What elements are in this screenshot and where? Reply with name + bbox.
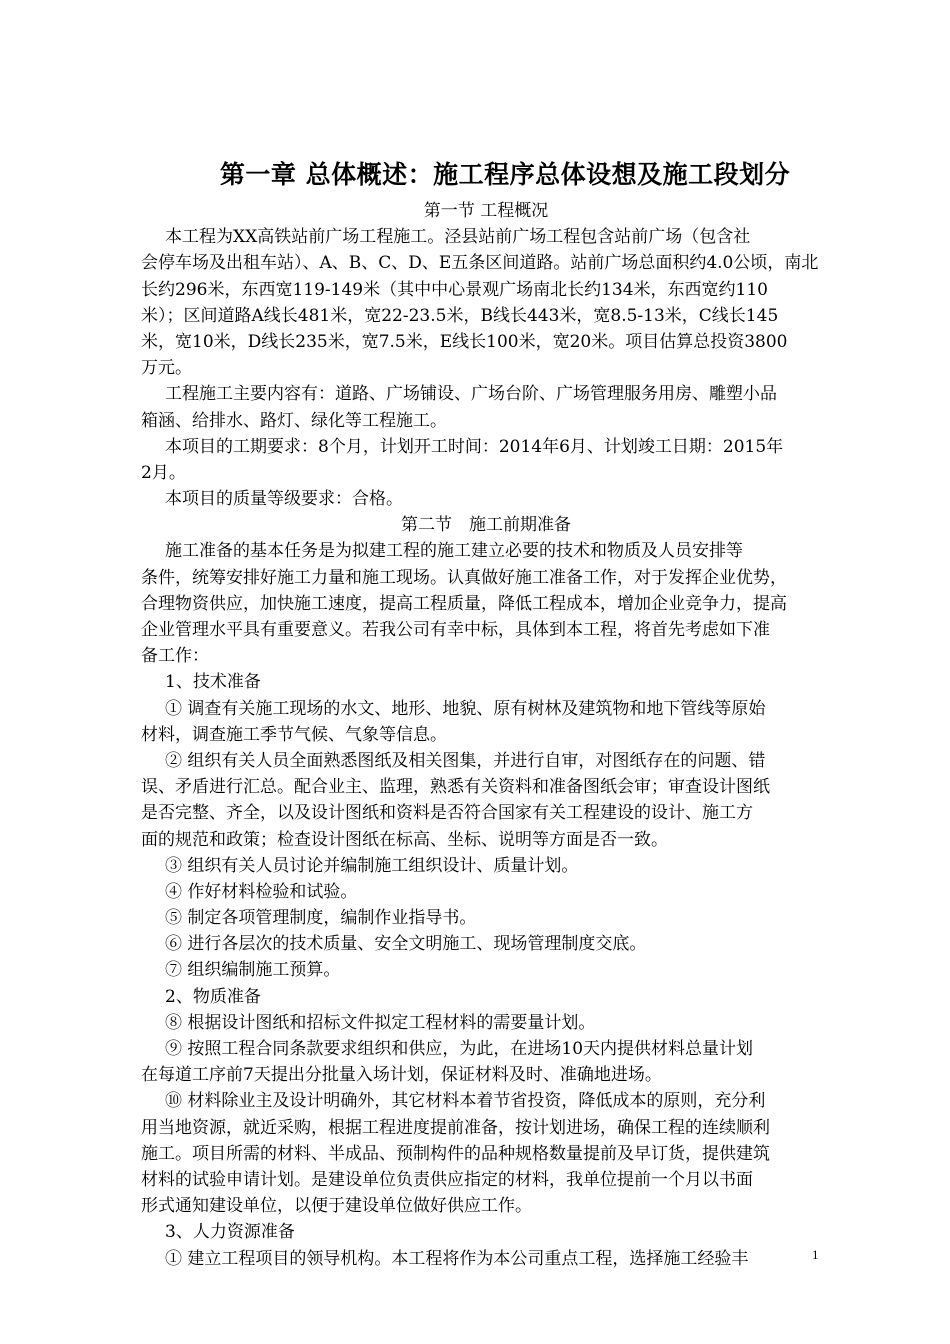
text-line: 条件，统筹安排好施工力量和施工现场。认真做好施工准备工作，对于发挥企业优势，	[141, 567, 787, 588]
document-body	[141, 198, 831, 1272]
section-heading: 第二节 施工前期准备	[401, 515, 571, 536]
text-line: 误、矛盾进行汇总。配合业主、监理，熟悉有关资料和准备图纸会审；审查设计图纸	[141, 777, 770, 798]
text-line: ③ 组织有关人员讨论并编制施工组织设计、质量计划。	[165, 855, 579, 876]
text-line: ⑨ 按照工程合同条款要求组织和供应，为此，在进场10天内提供材料总量计划	[165, 1039, 754, 1059]
text-line: 面的规范和政策；检查设计图纸在标高、坐标、说明等方面是否一致。	[141, 829, 668, 850]
text-line: 施工。项目所需的材料、半成品、预制构件的品种规格数量提前及早订货，提供建筑	[141, 1143, 770, 1164]
text-line: 1、技术准备	[165, 672, 261, 693]
text-line: 企业管理水平具有重要意义。若我公司有幸中标，具体到本工程，将首先考虑如下准	[141, 620, 770, 640]
text-line: 在每道工序前7天提出分批量入场计划，保证材料及时、准确地进场。	[141, 1065, 662, 1086]
text-line: ⑦ 组织编制施工预算。	[165, 960, 341, 981]
text-line: 2、物质准备	[165, 986, 261, 1007]
text-line: 箱涵、给排水、路灯、绿化等工程施工。	[141, 410, 447, 431]
text-line: 合理物资供应，加快施工速度，提高工程质量，降低工程成本，增加企业竞争力，提高	[141, 593, 787, 614]
text-line: ① 建立工程项目的领导机构。本工程将作为本公司重点工程，选择施工经验丰	[165, 1248, 749, 1269]
text-line: ⑤ 制定各项管理制度，编制作业指导书。	[165, 908, 477, 929]
text-line: 施工准备的基本任务是为拟建工程的施工建立必要的技术和物质及人员安排等	[165, 541, 743, 562]
text-line: 米）；区间道路A线长481米，宽22-23.5米，B线长443米，宽8.5-13米，C线长145	[141, 305, 779, 326]
page-number: 1	[812, 1247, 819, 1262]
text-line: 米，宽10米，D线长235米，宽7.5米，E线长100米，宽20米。项目估算总投资3800	[141, 331, 788, 352]
text-line: 万元。	[141, 358, 192, 379]
text-line: ④ 作好材料检验和试验。	[165, 881, 358, 902]
text-line: ② 组织有关人员全面熟悉图纸及相关图集，并进行自审，对图纸存在的问题、错	[165, 750, 766, 771]
text-line: ① 调查有关施工现场的水文、地形、地貌、原有树林及建筑物和地下管线等原始	[165, 698, 766, 719]
text-line: 用当地资源，就近采购，根据工程进度提前准备，按计划进场，确保工程的连续顺利	[141, 1117, 770, 1138]
chapter-title: 第一章 总体概述：施工程序总体设想及施工段划分	[219, 160, 791, 189]
text-line: 3、人力资源准备	[165, 1222, 295, 1243]
text-line: 工程施工主要内容有：道路、广场铺设、广场台阶、广场管理服务用房、雕塑小品	[165, 384, 777, 405]
text-line: 备工作：	[141, 646, 209, 667]
text-line: 本项目的质量等级要求：合格。	[165, 489, 403, 510]
text-line: ⑧ 根据设计图纸和招标文件拟定工程材料的需要量计划。	[165, 1012, 596, 1033]
text-line: 材料的试验申请计划。是建设单位负责供应指定的材料，我单位提前一个月以书面	[141, 1169, 753, 1190]
text-line: 本工程为XX高铁站前广场工程施工。泾县站前广场工程包含站前广场（包含社	[165, 227, 751, 248]
text-line: 2月。	[141, 462, 186, 483]
text-line: 是否完整、齐全，以及设计图纸和资料是否符合国家有关工程建设的设计、施工方	[141, 803, 753, 824]
text-line: ⑩ 材料除业主及设计明确外，其它材料本着节省投资，降低成本的原则，充分利	[165, 1091, 766, 1112]
text-line: 形式通知建设单位，以便于建设单位做好供应工作。	[141, 1196, 532, 1217]
text-line: ⑥ 进行各层次的技术质量、安全文明施工、现场管理制度交底。	[165, 934, 647, 955]
text-line: 长约296米，东西宽119-149米（其中中心景观广场南北长约134米，东西宽约110	[141, 279, 768, 300]
text-line: 会停车场及出租车站）、A、B、C、D、E五条区间道路。站前广场总面积约4.0公顷，南北	[141, 253, 819, 274]
text-line: 本项目的工期要求：8个月，计划开工时间：2014年6月、计划竣工日期：2015年	[165, 436, 784, 457]
text-line: 材料，调查施工季节气候、气象等信息。	[141, 724, 447, 745]
section-heading: 第一节 工程概况	[423, 201, 549, 221]
